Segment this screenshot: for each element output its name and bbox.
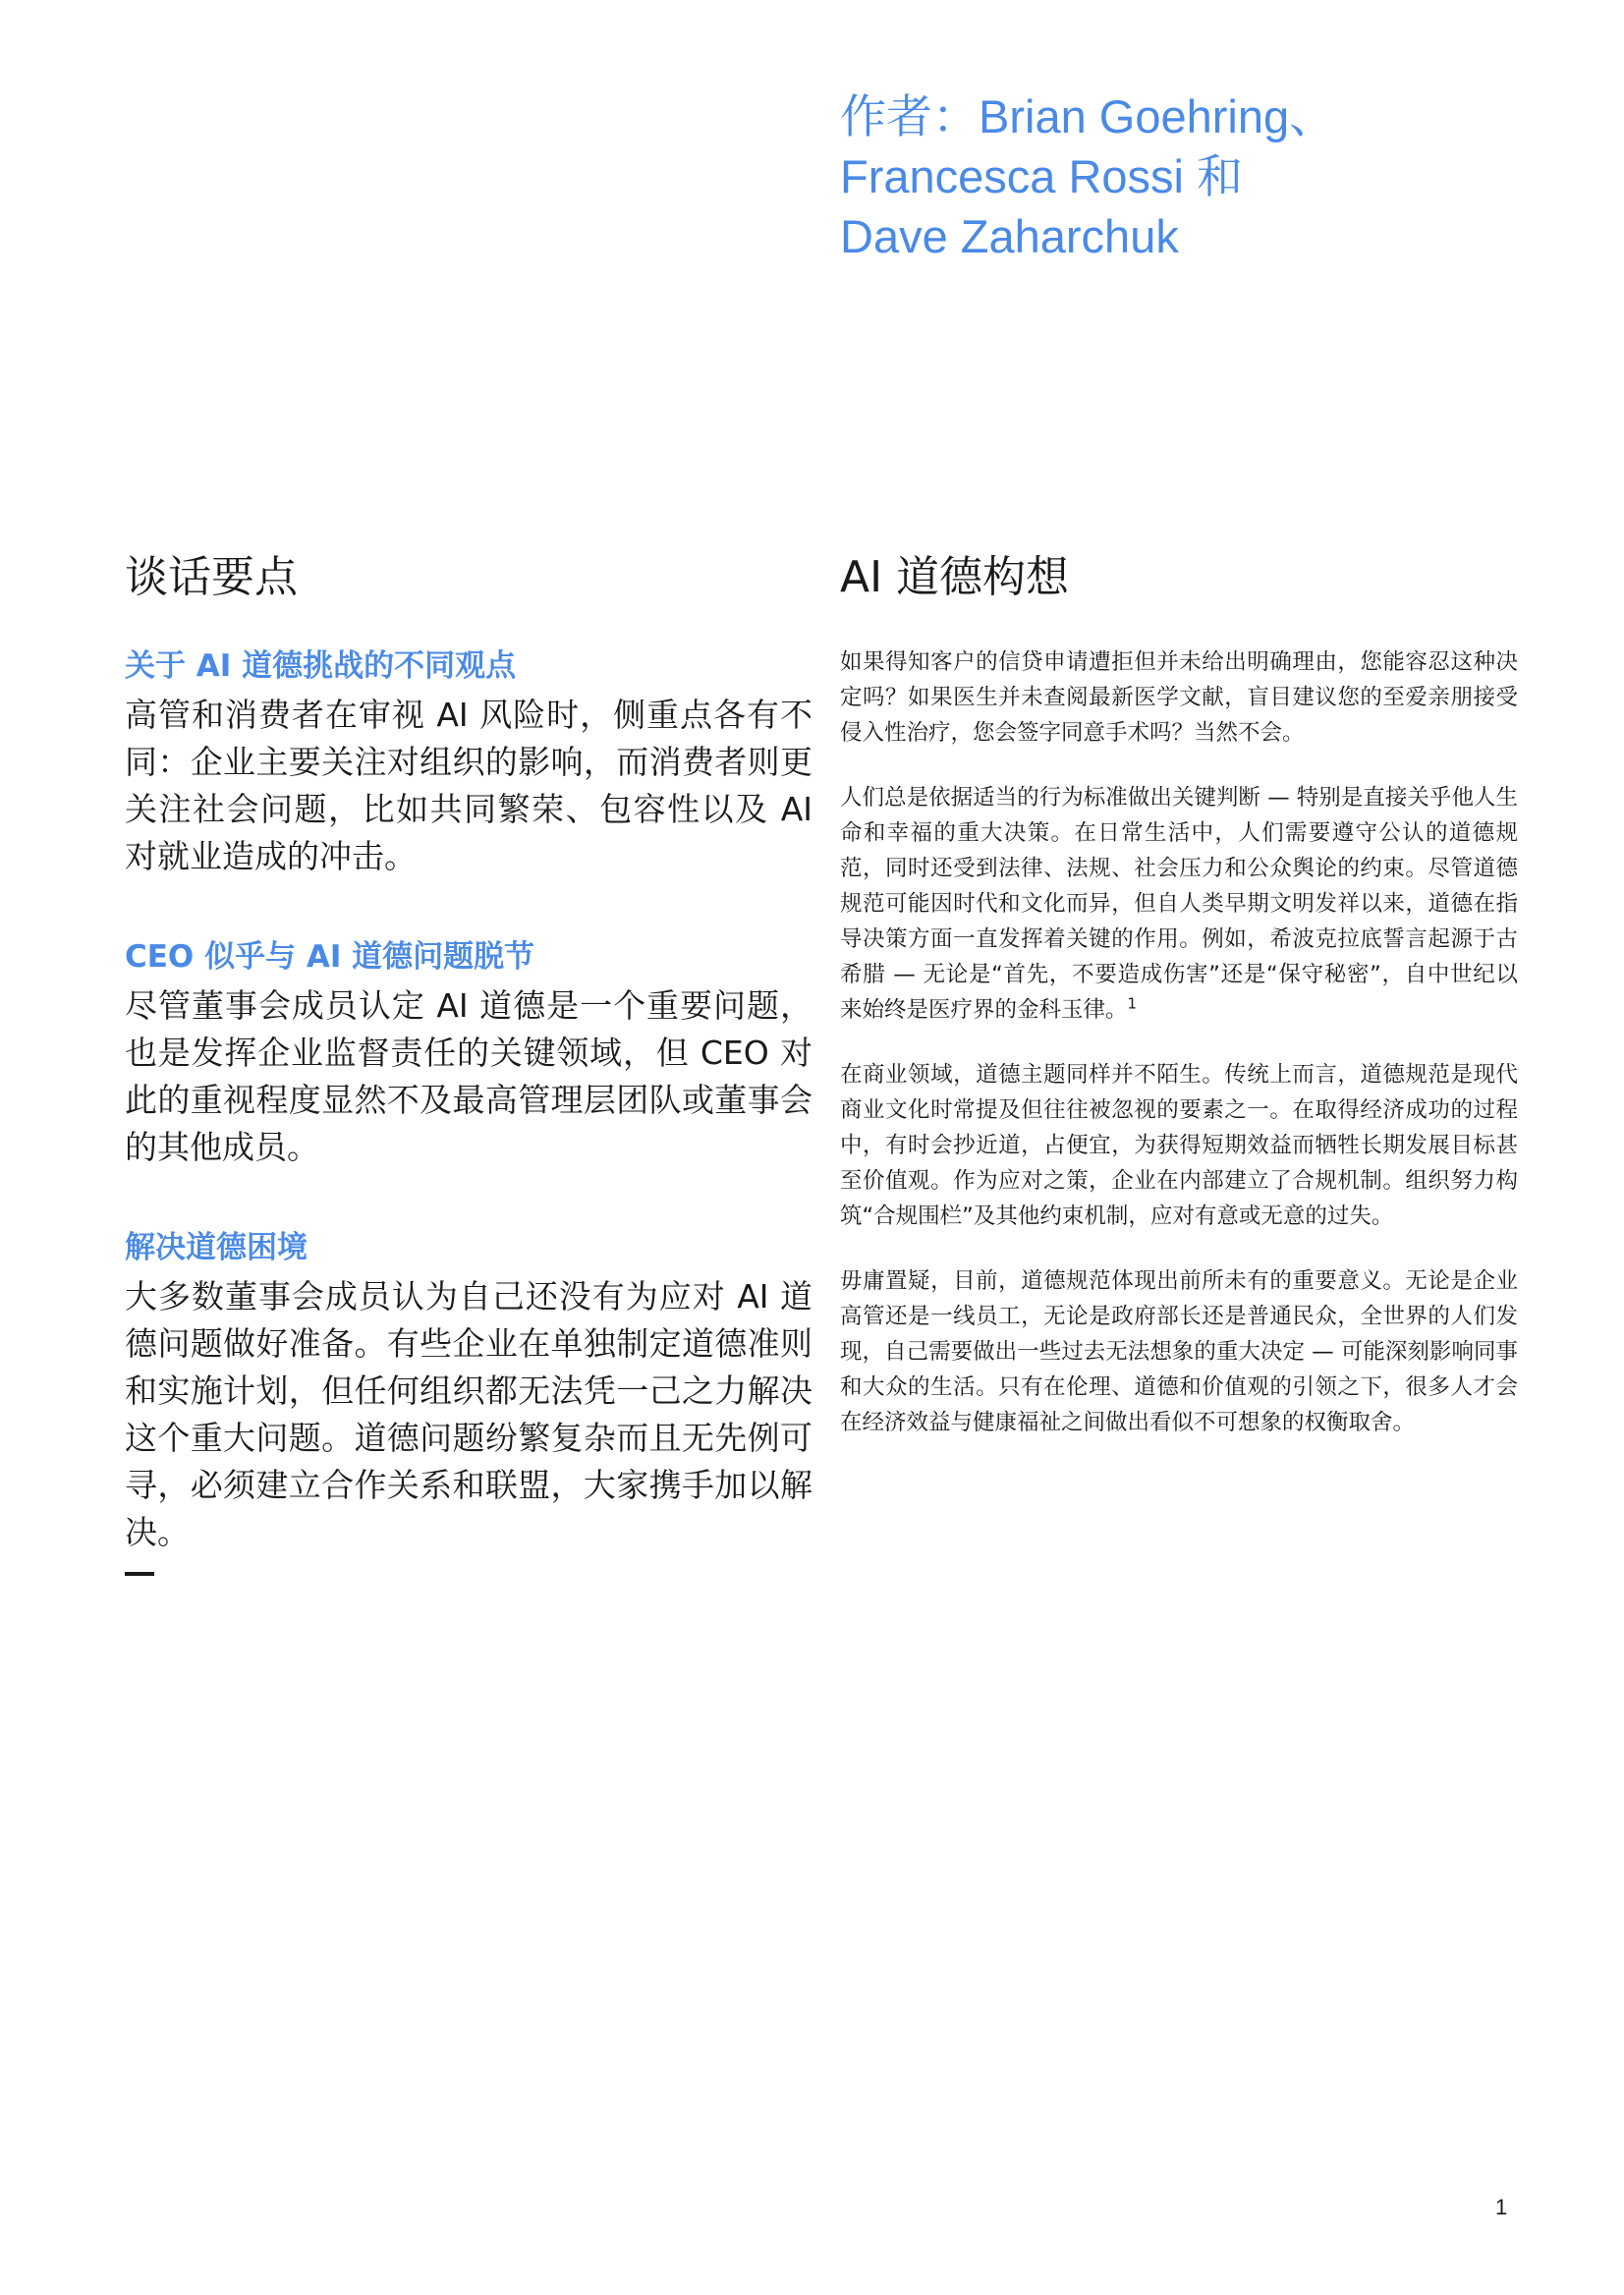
talking-point-body: 尽管董事会成员认定 AI 道德是一个重要问题，也是发挥企业监督责任的关键领域，但 CEO 对此的重视程度显然不及最高管理层团队或董事会的其他成员。 [125,986,812,1166]
talking-points-column [125,548,812,1576]
page-number: 1 [1495,2195,1508,2219]
talking-points-heading: 谈话要点 [125,552,298,602]
author-block [840,86,1547,266]
talking-point-title: 解决道德困境 [125,1230,308,1265]
section-end-mark [125,1572,154,1576]
talking-point-body: 高管和消费者在审视 AI 风险时，侧重点各有不同：企业主要关注对组织的影响，而消费者则更关注社会问题，比如共同繁荣、包容性以及 AI 对就业造成的冲击。 [125,696,812,875]
talking-point [125,1226,812,1556]
talking-point-title: CEO 似乎与 AI 道德问题脱节 [125,939,535,975]
talking-point [125,935,812,1171]
body-paragraph: 毋庸置疑，目前，道德规范体现出前所未有的重要意义。无论是企业高管还是一线员工，无论是政府部长还是普通民众，全世界的人们发现，自己需要做出一些过去无法想象的重大决定 — 可能深刻影响同事和大众的生活。只有在伦理、道德和价值观的引领之下，很多人才会在经济效益与健康福祉之间做出看似不可想象的权衡取舍。 [840,1268,1518,1435]
author-line-1: 作者：Brian Goehring、 [840,90,1336,142]
ethics-concept-column [840,548,1518,1470]
author-line-2: Francesca Rossi 和 [840,150,1244,202]
body-paragraph [840,780,1518,1028]
body-paragraph: 在商业领域，道德主题同样并不陌生。传统上而言，道德规范是现代商业文化时常提及但往往被忽视的要素之一。在取得经济成功的过程中，有时会抄近道，占便宜，为获得短期效益而牺牲长期发展目标甚至价值观。作为应对之策，企业在内部建立了合规机制。组织努力构筑“合规围栏”及其他约束机制，应对有意或无意的过失。 [840,1062,1518,1229]
footnote-reference: 1 [1127,994,1138,1013]
talking-point [125,644,812,880]
author-line-3: Dave Zaharchuk [840,210,1179,262]
talking-point-body: 大多数董事会成员认为自己还没有为应对 AI 道德问题做好准备。有些企业在单独制定道德准则和实施计划，但任何组织都无法凭一己之力解决这个重大问题。道德问题纷繁复杂而且无先例可寻，必须建立合作关系和联盟，大家携手加以解决。 [125,1277,812,1551]
ethics-concept-heading: AI 道德构想 [840,552,1070,602]
talking-point-title: 关于 AI 道德挑战的不同观点 [125,648,517,684]
body-paragraph: 如果得知客户的信贷申请遭拒但并未给出明确理由，您能容忍这种决定吗？如果医生并未查阅最新医学文献，盲目建议您的至爱亲朋接受侵入性治疗，您会签字同意手术吗？当然不会。 [840,649,1518,746]
body-paragraph-text: 人们总是依据适当的行为标准做出关键判断 — 特别是直接关乎他人生命和幸福的重大决策。在日常生活中，人们需要遵守公认的道德规范，同时还受到法律、法规、社会压力和公众舆论的约束。尽管道德规范可能因时代和文化而异，但自人类早期文明发祥以来，道德在指导决策方面一直发挥着关键的作用。例如，希波克拉底誓言起源于古希腊 — 无论是“首先，不要造成伤害”还是“保守秘密”，自中世纪以来始终是医疗界的金科玉律。 [840,785,1518,1023]
